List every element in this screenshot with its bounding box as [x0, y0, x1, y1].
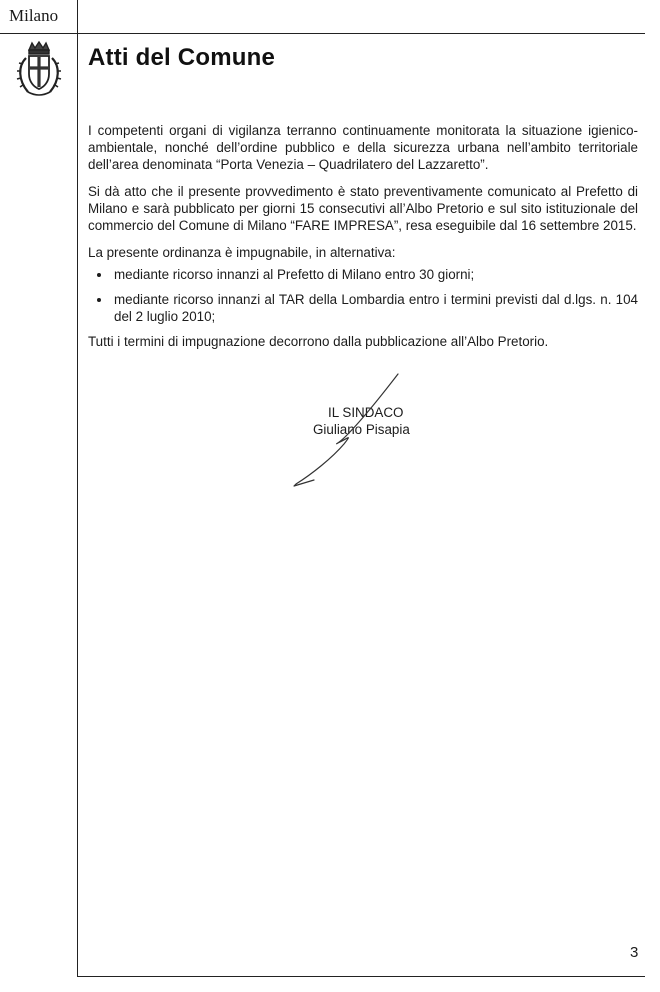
appeal-options-list	[88, 266, 638, 325]
list-item: • mediante ricorso innanzi al Prefetto di Milano entro 30 giorni;	[112, 266, 638, 283]
signatory-title: IL SINDACO	[328, 405, 404, 420]
page-number: 3	[630, 944, 639, 961]
paragraph-publication: Si dà atto che il presente provvedimento è stato preventivamente comunicato al Prefetto di Milano e sarà pubblicato per giorni 15 consecutivi all’Albo Pretorio e sul sito istituzionale del commercio del Comune di Milano “FARE IMPRESA”, resa eseguibile dal 16 settembre 2015.	[88, 184, 638, 233]
handwritten-signature	[288, 372, 403, 490]
margin-rule	[77, 0, 78, 976]
paragraph-appeal-intro: La presente ordinanza è impugnabile, in alternativa:	[88, 245, 396, 260]
header-divider	[0, 33, 645, 34]
document-body	[88, 122, 638, 360]
page-title: Atti del Comune	[88, 44, 275, 71]
city-name: Milano	[9, 6, 59, 25]
list-item: • mediante ricorso innanzi al TAR della Lombardia entro i termini previsti dal d.lgs. n. 104 del 2 luglio 2010;	[112, 291, 638, 325]
paragraph-vigilance: I competenti organi di vigilanza terranno continuamente monitorata la situazione igienico-ambientale, nonché dell’ordine pubblico e della sicurezza urbana nell’ambito territoriale dell’area denominata “Porta Venezia – Quadrilatero del Lazzaretto”.	[88, 123, 638, 172]
paragraph-closing: Tutti i termini di impugnazione decorrono dalla pubblicazione all’Albo Pretorio.	[88, 334, 549, 349]
signatory-name: Giuliano Pisapia	[313, 422, 410, 437]
milan-coat-of-arms-icon	[14, 40, 64, 98]
footer-divider	[77, 976, 645, 977]
